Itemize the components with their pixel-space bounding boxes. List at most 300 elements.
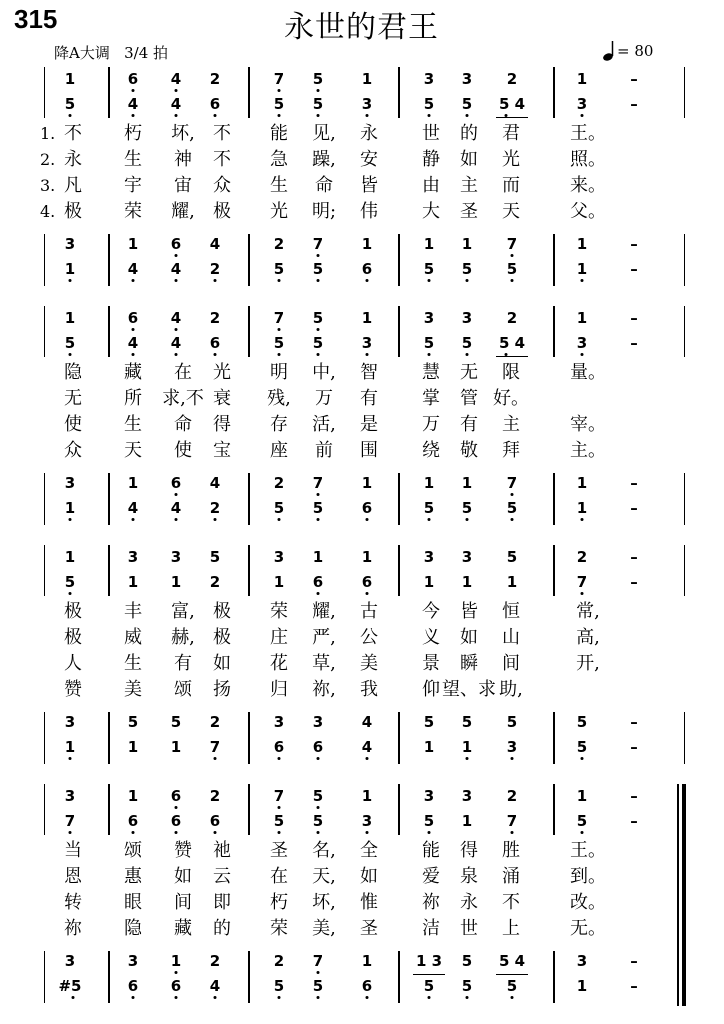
- lyric-syllable: 残,: [267, 388, 291, 409]
- soprano-note: 1: [64, 70, 76, 88]
- lyric-syllable: 躁,: [312, 149, 336, 170]
- alto-note: 1: [461, 573, 473, 591]
- lyric-syllable: 量。: [570, 362, 606, 383]
- tenor-note: 4: [209, 235, 221, 253]
- octave-dot: [466, 353, 469, 356]
- tenor-note: 2: [273, 952, 285, 970]
- lyric-syllable: 朽: [270, 892, 288, 913]
- octave-dot: [175, 353, 178, 356]
- lyric-syllable: 万: [315, 388, 333, 409]
- alto-note: 5: [273, 95, 285, 113]
- barline: [44, 67, 45, 118]
- soprano-note: 6: [127, 309, 139, 327]
- octave-dot: [132, 996, 135, 999]
- tenor-note: 4: [209, 474, 221, 492]
- tenor-note: 6: [170, 235, 182, 253]
- octave-dot: [132, 518, 135, 521]
- lyric-syllable: 圣: [360, 918, 378, 939]
- lyric-syllable: 威: [124, 627, 142, 648]
- lyric-syllable: 掌: [422, 388, 440, 409]
- lyric-syllable: 如: [174, 866, 192, 887]
- barline: [248, 784, 250, 835]
- barline: [248, 234, 250, 286]
- tenor-note: –: [630, 952, 638, 970]
- lyric-syllable: 主: [502, 414, 520, 435]
- tenor-note: 3: [312, 713, 324, 731]
- tenor-note: –: [630, 235, 638, 253]
- lyric-syllable: 名,: [312, 840, 336, 861]
- beam-underline: [496, 356, 528, 357]
- alto-note: 5: [64, 334, 76, 352]
- lyric-syllable: 不: [502, 892, 520, 913]
- soprano-note: 1: [576, 787, 588, 805]
- octave-dot: [511, 831, 514, 834]
- lyric-syllable: 君: [502, 123, 520, 144]
- alto-note: 3: [576, 95, 588, 113]
- lyric-syllable: 慧: [422, 362, 440, 383]
- lyric-syllable: 瞬: [460, 653, 478, 674]
- lyric-syllable: 丰: [124, 601, 142, 622]
- alto-note: 1: [506, 573, 518, 591]
- tenor-note: 1: [576, 235, 588, 253]
- tempo-value: = 80: [617, 42, 654, 60]
- octave-dot: [317, 493, 320, 496]
- soprano-note: 3: [423, 787, 435, 805]
- barline: [44, 473, 45, 525]
- octave-dot: [428, 518, 431, 521]
- alto-note: 5: [273, 334, 285, 352]
- lyric-syllable: 我: [360, 679, 378, 700]
- soprano-note: 3: [170, 548, 182, 566]
- tenor-note: 1: [576, 474, 588, 492]
- barline: [108, 473, 110, 525]
- tenor-note: 1: [361, 952, 373, 970]
- octave-dot: [69, 353, 72, 356]
- barline: [553, 473, 555, 525]
- lyric-syllable: 由: [422, 175, 440, 196]
- octave-dot: [214, 518, 217, 521]
- barline: [684, 234, 685, 286]
- soprano-note: 1: [361, 787, 373, 805]
- soprano-note: –: [630, 309, 638, 327]
- lyric-syllable: 明;: [311, 201, 337, 222]
- alto-note: 1: [127, 573, 139, 591]
- octave-dot: [581, 757, 584, 760]
- alto-note: 4: [127, 95, 139, 113]
- lyric-syllable: 如: [460, 627, 478, 648]
- tenor-note: 3: [64, 952, 76, 970]
- octave-dot: [366, 114, 369, 117]
- bass-note: 4: [127, 260, 139, 278]
- lyric-syllable: 公: [360, 627, 378, 648]
- octave-dot: [132, 353, 135, 356]
- bass-note: 6: [273, 738, 285, 756]
- octave-dot: [428, 996, 431, 999]
- tenor-note: 1: [423, 474, 435, 492]
- soprano-note: 3: [461, 70, 473, 88]
- octave-dot: [317, 279, 320, 282]
- octave-dot: [466, 996, 469, 999]
- tenor-note: 7: [312, 474, 324, 492]
- bass-note: –: [630, 260, 638, 278]
- barline: [108, 545, 110, 596]
- bass-note: 5: [506, 260, 518, 278]
- bass-note: 4: [170, 260, 182, 278]
- tenor-note: 1: [127, 474, 139, 492]
- barline: [108, 234, 110, 286]
- octave-dot: [511, 493, 514, 496]
- lyric-syllable: 荣: [270, 601, 288, 622]
- soprano-note: 1: [361, 548, 373, 566]
- bass-note: 1: [64, 738, 76, 756]
- final-barline-thin: [677, 784, 679, 1006]
- alto-note: 2: [209, 573, 221, 591]
- lyric-syllable: 爱: [422, 866, 440, 887]
- bass-note: 3: [506, 738, 518, 756]
- lyric-syllable: 在: [270, 866, 288, 887]
- octave-dot: [317, 971, 320, 974]
- lyric-syllable: 全: [360, 840, 378, 861]
- lyric-syllable: 智: [360, 362, 378, 383]
- barline: [108, 67, 110, 118]
- tenor-note: 5: [170, 713, 182, 731]
- lyric-syllable: 是: [360, 414, 378, 435]
- bass-note: 6: [312, 738, 324, 756]
- lyric-syllable: 围: [360, 440, 378, 461]
- beam-underline: [413, 974, 445, 975]
- barline: [553, 67, 555, 118]
- barline: [684, 473, 685, 525]
- alto-note: –: [630, 95, 638, 113]
- barline: [398, 306, 400, 357]
- soprano-note: 2: [209, 787, 221, 805]
- tenor-note: 5: [423, 713, 435, 731]
- octave-dot: [175, 518, 178, 521]
- lyric-syllable: 望、求: [442, 679, 496, 700]
- lyric-syllable: 求,不: [162, 388, 204, 409]
- octave-dot: [278, 518, 281, 521]
- lyric-syllable: 仰: [422, 679, 440, 700]
- octave-dot: [175, 89, 178, 92]
- barline: [553, 545, 555, 596]
- barline: [684, 545, 685, 596]
- lyric-syllable: 涌: [502, 866, 520, 887]
- octave-dot: [132, 279, 135, 282]
- bass-note: 6: [361, 260, 373, 278]
- octave-dot: [581, 353, 584, 356]
- bass-note: 7: [209, 738, 221, 756]
- soprano-note: 2: [506, 70, 518, 88]
- lyric-syllable: 恒: [502, 601, 520, 622]
- alto-note: 5 4: [498, 334, 526, 352]
- soprano-note: 3: [423, 548, 435, 566]
- octave-dot: [132, 831, 135, 834]
- alto-note: 6: [209, 812, 221, 830]
- octave-dot: [72, 996, 75, 999]
- bass-note: 5: [506, 977, 518, 995]
- lyric-syllable: 间: [174, 892, 192, 913]
- octave-dot: [214, 831, 217, 834]
- lyric-syllable: 上: [502, 918, 520, 939]
- octave-dot: [366, 518, 369, 521]
- lyric-syllable: 景: [422, 653, 440, 674]
- octave-dot: [175, 328, 178, 331]
- soprano-note: –: [630, 787, 638, 805]
- alto-note: 5: [423, 334, 435, 352]
- barline: [553, 234, 555, 286]
- lyric-syllable: 安: [360, 149, 378, 170]
- octave-dot: [317, 328, 320, 331]
- barline: [553, 951, 555, 1003]
- soprano-note: 3: [461, 548, 473, 566]
- lyric-syllable: 使: [174, 440, 192, 461]
- octave-dot: [278, 353, 281, 356]
- soprano-note: 3: [461, 787, 473, 805]
- lyric-syllable: 祢: [64, 918, 82, 939]
- octave-dot: [317, 806, 320, 809]
- octave-dot: [69, 831, 72, 834]
- tenor-note: 5 4: [498, 952, 526, 970]
- soprano-note: 3: [423, 309, 435, 327]
- alto-note: 4: [170, 95, 182, 113]
- lyric-syllable: 永: [64, 149, 82, 170]
- octave-dot: [581, 518, 584, 521]
- verse-number: 1.: [40, 124, 56, 143]
- tenor-note: –: [630, 713, 638, 731]
- lyric-syllable: 永: [460, 892, 478, 913]
- soprano-note: 3: [273, 548, 285, 566]
- lyric-syllable: 扬: [213, 679, 231, 700]
- octave-dot: [132, 114, 135, 117]
- lyric-syllable: 敬: [460, 440, 478, 461]
- bass-note: 5: [461, 499, 473, 517]
- lyric-syllable: 古: [360, 601, 378, 622]
- octave-dot: [466, 114, 469, 117]
- alto-note: 1: [461, 812, 473, 830]
- bass-note: 4: [361, 738, 373, 756]
- lyric-syllable: 存: [270, 414, 288, 435]
- octave-dot: [317, 518, 320, 521]
- octave-dot: [366, 279, 369, 282]
- lyric-syllable: 皆: [360, 175, 378, 196]
- lyric-syllable: 光: [502, 149, 520, 170]
- lyric-syllable: 间: [502, 653, 520, 674]
- lyric-syllable: 生: [124, 149, 142, 170]
- bass-note: 1: [64, 260, 76, 278]
- soprano-note: 1: [361, 70, 373, 88]
- octave-dot: [466, 518, 469, 521]
- alto-note: 1: [273, 573, 285, 591]
- lyric-syllable: 宝: [213, 440, 231, 461]
- octave-dot: [366, 592, 369, 595]
- beam-underline: [496, 974, 528, 975]
- soprano-note: 1: [64, 548, 76, 566]
- octave-dot: [366, 757, 369, 760]
- soprano-note: –: [630, 548, 638, 566]
- lyric-syllable: 高,: [576, 627, 600, 648]
- barline: [248, 473, 250, 525]
- alto-note: 7: [576, 573, 588, 591]
- lyric-syllable: 天: [124, 440, 142, 461]
- lyric-syllable: 严,: [312, 627, 336, 648]
- lyric-syllable: 照。: [570, 149, 606, 170]
- tenor-note: 7: [506, 235, 518, 253]
- soprano-note: 2: [209, 309, 221, 327]
- alto-note: 5: [312, 95, 324, 113]
- bass-note: #5: [58, 977, 82, 995]
- tenor-note: 1: [461, 235, 473, 253]
- alto-note: 6: [209, 334, 221, 352]
- lyric-syllable: 光: [270, 201, 288, 222]
- lyric-syllable: 耀,: [312, 601, 336, 622]
- tenor-note: 5: [127, 713, 139, 731]
- bass-note: 1: [170, 738, 182, 756]
- barline: [248, 545, 250, 596]
- lyric-syllable: 草,: [312, 653, 336, 674]
- octave-dot: [175, 114, 178, 117]
- alto-note: 6: [361, 573, 373, 591]
- bass-note: 5: [423, 977, 435, 995]
- lyric-syllable: 不: [213, 123, 231, 144]
- lyric-syllable: 山: [502, 627, 520, 648]
- alto-note: 6: [312, 573, 324, 591]
- octave-dot: [69, 279, 72, 282]
- octave-dot: [581, 592, 584, 595]
- lyric-syllable: 有: [174, 653, 192, 674]
- octave-dot: [581, 831, 584, 834]
- alto-note: 1: [423, 573, 435, 591]
- lyric-syllable: 的: [213, 918, 231, 939]
- barline: [553, 306, 555, 357]
- octave-dot: [428, 114, 431, 117]
- soprano-note: 7: [273, 787, 285, 805]
- soprano-note: 1: [127, 787, 139, 805]
- octave-dot: [69, 592, 72, 595]
- lyric-syllable: 前: [315, 440, 333, 461]
- lyric-syllable: 能: [270, 123, 288, 144]
- lyric-syllable: 极: [213, 601, 231, 622]
- tenor-note: 1: [170, 952, 182, 970]
- octave-dot: [366, 353, 369, 356]
- octave-dot: [511, 518, 514, 521]
- lyric-syllable: 无: [64, 388, 82, 409]
- lyric-syllable: 急: [270, 149, 288, 170]
- lyric-syllable: 世: [460, 918, 478, 939]
- lyric-syllable: 伟: [360, 201, 378, 222]
- alto-note: 5 4: [498, 95, 526, 113]
- octave-dot: [214, 757, 217, 760]
- tenor-note: 7: [312, 952, 324, 970]
- bass-note: 5: [312, 260, 324, 278]
- octave-dot: [175, 996, 178, 999]
- octave-dot: [428, 353, 431, 356]
- bass-note: 4: [209, 977, 221, 995]
- bass-note: –: [630, 977, 638, 995]
- octave-dot: [175, 493, 178, 496]
- tenor-note: 7: [312, 235, 324, 253]
- lyric-syllable: 极: [64, 601, 82, 622]
- verse-number: 2.: [40, 150, 56, 169]
- quarter-note-icon: [602, 40, 616, 62]
- beam-underline: [496, 117, 528, 118]
- lyric-syllable: 大: [422, 201, 440, 222]
- alto-note: 3: [576, 334, 588, 352]
- final-barline-thick: [682, 784, 686, 1006]
- bass-note: 1: [576, 977, 588, 995]
- barline: [108, 784, 110, 835]
- lyric-syllable: 祂: [213, 840, 231, 861]
- octave-dot: [317, 353, 320, 356]
- octave-dot: [278, 114, 281, 117]
- soprano-note: 5: [506, 548, 518, 566]
- lyric-syllable: 义: [422, 627, 440, 648]
- lyric-syllable: 极: [64, 201, 82, 222]
- soprano-note: 3: [64, 787, 76, 805]
- lyric-syllable: 凡: [64, 175, 82, 196]
- octave-dot: [581, 114, 584, 117]
- soprano-note: 3: [461, 309, 473, 327]
- lyric-syllable: 祢,: [312, 679, 336, 700]
- lyric-syllable: 当: [64, 840, 82, 861]
- lyric-syllable: 王。: [570, 123, 606, 144]
- soprano-note: 2: [506, 787, 518, 805]
- alto-note: 4: [127, 334, 139, 352]
- hymn-number: 315: [14, 4, 58, 34]
- alto-note: 6: [170, 812, 182, 830]
- soprano-note: 1: [64, 309, 76, 327]
- lyric-syllable: 得: [213, 414, 231, 435]
- soprano-note: 7: [273, 309, 285, 327]
- lyric-syllable: 无。: [570, 918, 606, 939]
- octave-dot: [511, 254, 514, 257]
- lyric-syllable: 得: [460, 840, 478, 861]
- octave-dot: [278, 757, 281, 760]
- bass-note: 6: [361, 499, 373, 517]
- octave-dot: [278, 89, 281, 92]
- octave-dot: [175, 806, 178, 809]
- lyric-syllable: 泉: [460, 866, 478, 887]
- lyric-syllable: 好。: [493, 388, 529, 409]
- soprano-note: 5: [312, 70, 324, 88]
- bass-note: 6: [170, 977, 182, 995]
- alto-note: 7: [506, 812, 518, 830]
- bass-note: 5: [423, 499, 435, 517]
- alto-note: 3: [361, 95, 373, 113]
- lyric-syllable: 不: [64, 123, 82, 144]
- lyric-syllable: 宇: [124, 175, 142, 196]
- soprano-note: 5: [312, 309, 324, 327]
- bass-note: 1: [576, 260, 588, 278]
- soprano-note: 1: [576, 70, 588, 88]
- lyric-syllable: 活,: [312, 414, 336, 435]
- barline: [553, 712, 555, 764]
- bass-note: 4: [170, 499, 182, 517]
- lyric-syllable: 惠: [124, 866, 142, 887]
- lyric-syllable: 庄: [270, 627, 288, 648]
- lyric-syllable: 洁: [422, 918, 440, 939]
- octave-dot: [511, 996, 514, 999]
- tenor-note: 1: [461, 474, 473, 492]
- lyric-syllable: 中,: [312, 362, 336, 383]
- lyric-syllable: 明: [270, 362, 288, 383]
- lyric-syllable: 云: [213, 866, 231, 887]
- lyric-syllable: 美: [360, 653, 378, 674]
- lyric-syllable: 有: [360, 388, 378, 409]
- alto-note: 5: [423, 95, 435, 113]
- bass-note: 1: [576, 499, 588, 517]
- bass-note: 5: [423, 260, 435, 278]
- octave-dot: [511, 757, 514, 760]
